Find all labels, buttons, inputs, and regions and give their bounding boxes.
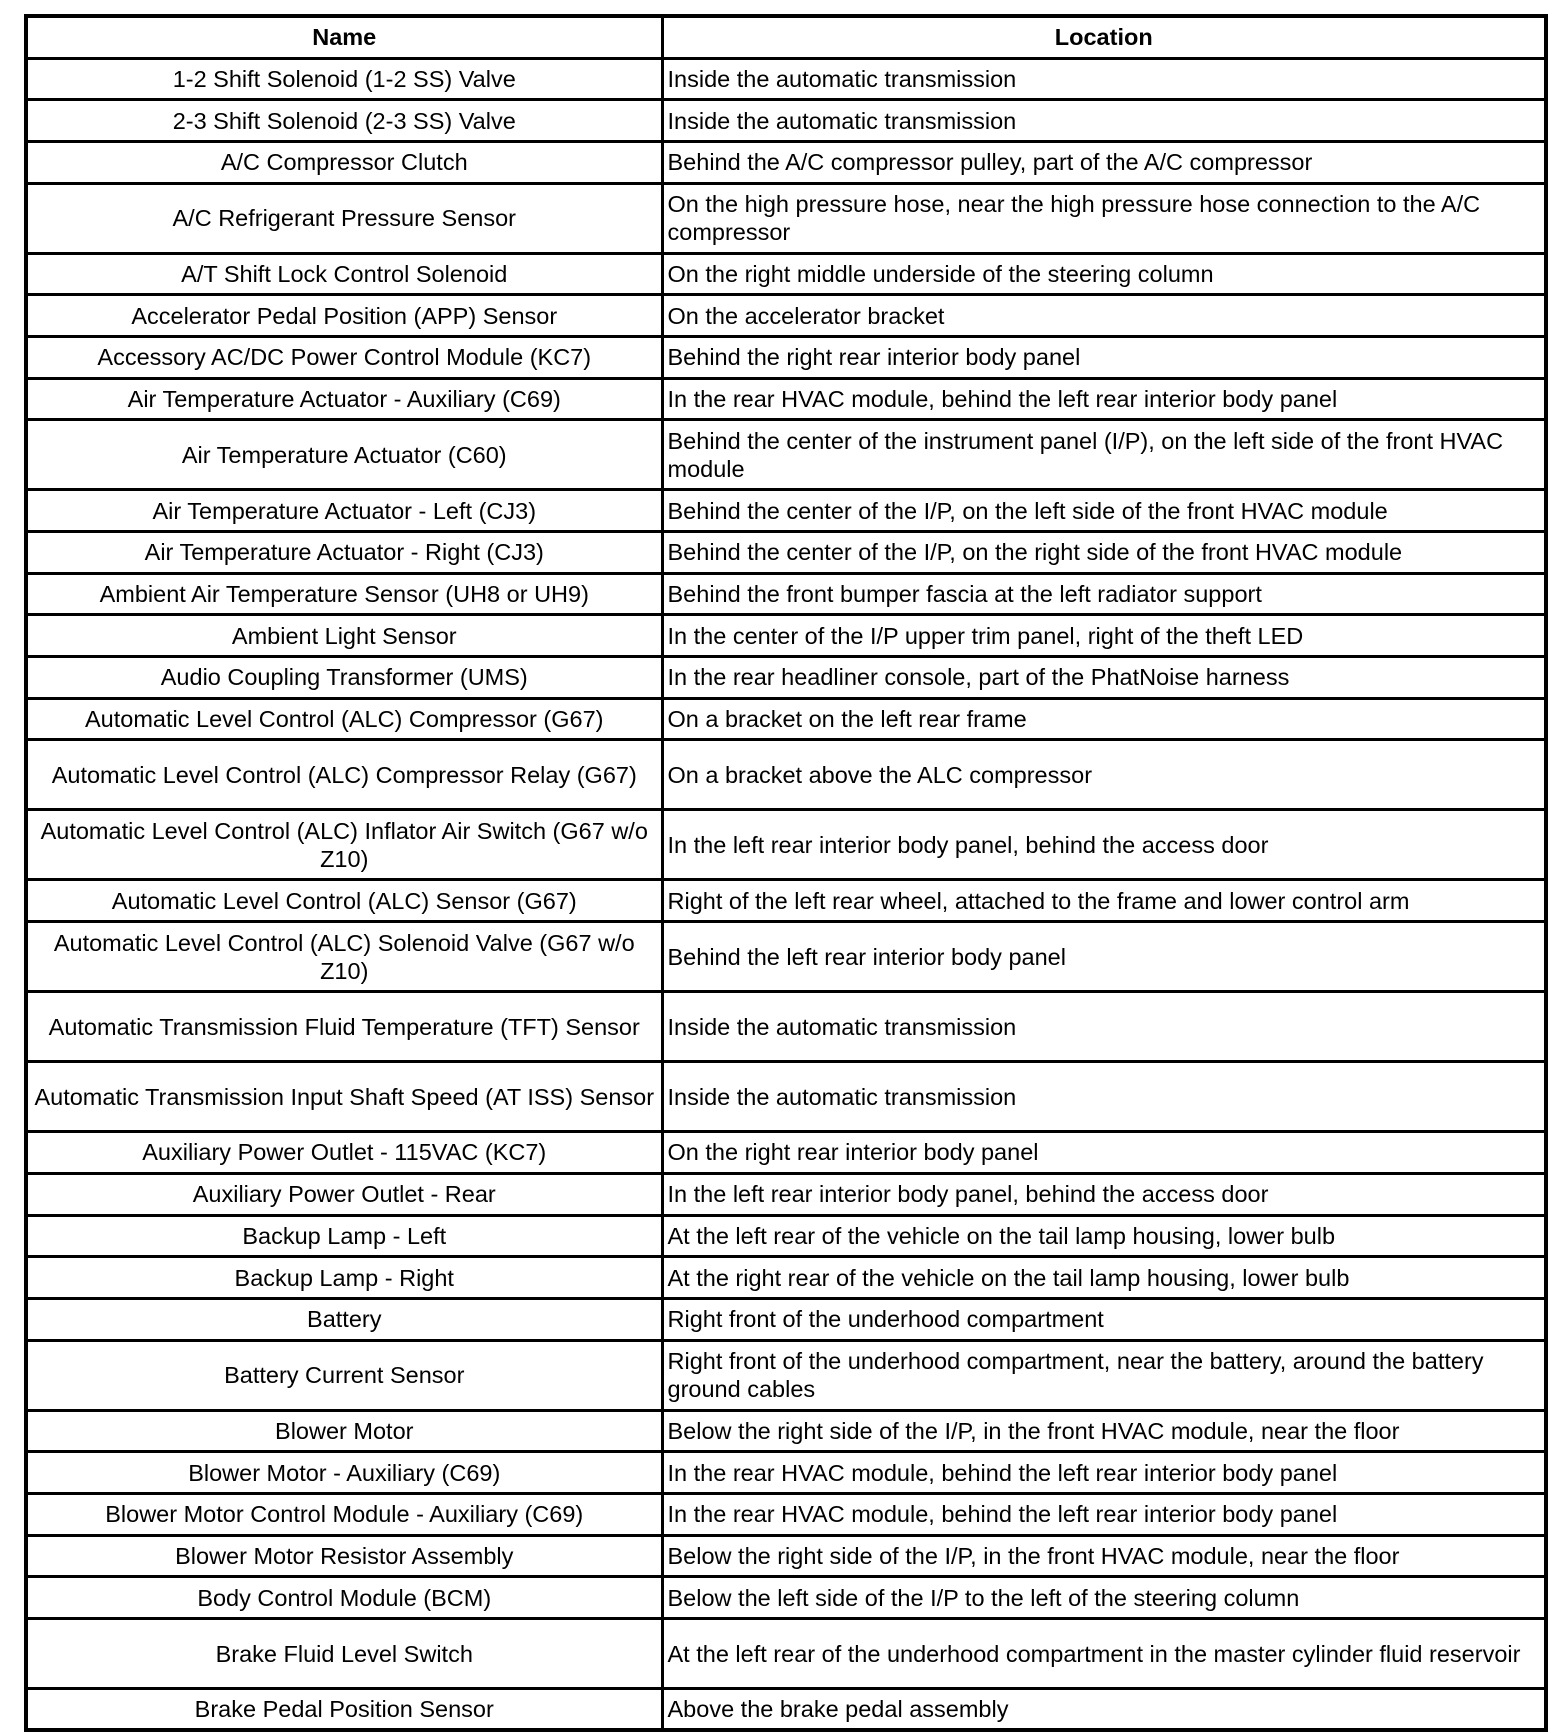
cell-name: Ambient Light Sensor [26, 615, 662, 657]
cell-location: In the left rear interior body panel, behind the access door [662, 810, 1546, 880]
cell-location: At the left rear of the vehicle on the tail lamp housing, lower bulb [662, 1215, 1546, 1257]
cell-location: In the rear HVAC module, behind the left rear interior body panel [662, 1452, 1546, 1494]
cell-name: Air Temperature Actuator - Left (CJ3) [26, 490, 662, 532]
cell-name: Body Control Module (BCM) [26, 1577, 662, 1619]
table-row [26, 295, 1546, 337]
cell-name: 1-2 Shift Solenoid (1-2 SS) Valve [26, 58, 662, 100]
table-row [26, 1535, 1546, 1577]
cell-location: In the rear headliner console, part of the PhatNoise harness [662, 657, 1546, 699]
cell-location: Inside the automatic transmission [662, 1062, 1546, 1132]
table-row [26, 1215, 1546, 1257]
cell-name: Automatic Level Control (ALC) Compressor Relay (G67) [26, 740, 662, 810]
cell-name: Automatic Transmission Input Shaft Speed (AT ISS) Sensor [26, 1062, 662, 1132]
table-row [26, 58, 1546, 100]
table-row [26, 490, 1546, 532]
table-row [26, 1340, 1546, 1410]
cell-location: Inside the automatic transmission [662, 992, 1546, 1062]
cell-location: Below the right side of the I/P, in the front HVAC module, near the floor [662, 1535, 1546, 1577]
cell-location: Right front of the underhood compartment [662, 1298, 1546, 1340]
table-row [26, 810, 1546, 880]
table-row [26, 1298, 1546, 1340]
cell-name: Automatic Level Control (ALC) Solenoid Valve (G67 w/o Z10) [26, 922, 662, 992]
cell-location: On the right rear interior body panel [662, 1132, 1546, 1174]
cell-location: In the left rear interior body panel, behind the access door [662, 1173, 1546, 1215]
table-row [26, 1410, 1546, 1452]
cell-location: On a bracket on the left rear frame [662, 698, 1546, 740]
table-row [26, 922, 1546, 992]
cell-location: Behind the right rear interior body panel [662, 336, 1546, 378]
table-row [26, 1173, 1546, 1215]
cell-location: Right front of the underhood compartment, near the battery, around the battery ground cables [662, 1340, 1546, 1410]
cell-name: Blower Motor - Auxiliary (C69) [26, 1452, 662, 1494]
table-row [26, 1493, 1546, 1535]
cell-name: Ambient Air Temperature Sensor (UH8 or UH9) [26, 573, 662, 615]
table-row [26, 100, 1546, 142]
cell-name: Automatic Level Control (ALC) Compressor (G67) [26, 698, 662, 740]
column-header-name: Name [26, 16, 662, 58]
cell-name: Auxiliary Power Outlet - Rear [26, 1173, 662, 1215]
table-row [26, 740, 1546, 810]
table-row [26, 1452, 1546, 1494]
cell-location: On the right middle underside of the steering column [662, 253, 1546, 295]
table-row [26, 1132, 1546, 1174]
table-row [26, 1577, 1546, 1619]
cell-location: Behind the center of the instrument panel (I/P), on the left side of the front HVAC module [662, 420, 1546, 490]
cell-name: Auxiliary Power Outlet - 115VAC (KC7) [26, 1132, 662, 1174]
cell-location: Behind the center of the I/P, on the right side of the front HVAC module [662, 532, 1546, 574]
cell-name: Air Temperature Actuator (C60) [26, 420, 662, 490]
cell-name: Brake Pedal Position Sensor [26, 1689, 662, 1731]
table-row [26, 532, 1546, 574]
cell-name: Automatic Level Control (ALC) Inflator Air Switch (G67 w/o Z10) [26, 810, 662, 880]
cell-location: Behind the front bumper fascia at the left radiator support [662, 573, 1546, 615]
cell-name: Blower Motor Resistor Assembly [26, 1535, 662, 1577]
cell-location: Right of the left rear wheel, attached to the frame and lower control arm [662, 880, 1546, 922]
table-row [26, 253, 1546, 295]
cell-location: Behind the left rear interior body panel [662, 922, 1546, 992]
cell-name: Battery Current Sensor [26, 1340, 662, 1410]
table-row [26, 1619, 1546, 1689]
cell-name: Air Temperature Actuator - Auxiliary (C69) [26, 378, 662, 420]
table-row [26, 1062, 1546, 1132]
table-row [26, 378, 1546, 420]
cell-location: Inside the automatic transmission [662, 58, 1546, 100]
cell-location: Behind the center of the I/P, on the left side of the front HVAC module [662, 490, 1546, 532]
cell-location: On the high pressure hose, near the high pressure hose connection to the A/C compressor [662, 183, 1546, 253]
table-row [26, 992, 1546, 1062]
cell-location: In the rear HVAC module, behind the left rear interior body panel [662, 378, 1546, 420]
cell-location: In the center of the I/P upper trim panel, right of the theft LED [662, 615, 1546, 657]
table-row [26, 657, 1546, 699]
cell-location: In the rear HVAC module, behind the left rear interior body panel [662, 1493, 1546, 1535]
table-row [26, 1689, 1546, 1731]
component-location-table [24, 14, 1548, 1732]
cell-name: Blower Motor [26, 1410, 662, 1452]
table-row [26, 698, 1546, 740]
cell-name: Backup Lamp - Right [26, 1257, 662, 1299]
cell-location: Above the brake pedal assembly [662, 1689, 1546, 1731]
cell-name: Automatic Transmission Fluid Temperature (TFT) Sensor [26, 992, 662, 1062]
cell-name: 2-3 Shift Solenoid (2-3 SS) Valve [26, 100, 662, 142]
table-body [26, 58, 1546, 1730]
cell-location: Behind the A/C compressor pulley, part of the A/C compressor [662, 141, 1546, 183]
cell-name: Accelerator Pedal Position (APP) Sensor [26, 295, 662, 337]
table-row [26, 615, 1546, 657]
table-row [26, 880, 1546, 922]
cell-name: Battery [26, 1298, 662, 1340]
table-row [26, 420, 1546, 490]
cell-name: A/T Shift Lock Control Solenoid [26, 253, 662, 295]
cell-name: A/C Refrigerant Pressure Sensor [26, 183, 662, 253]
table-header [26, 16, 1546, 58]
table-row [26, 336, 1546, 378]
cell-name: Audio Coupling Transformer (UMS) [26, 657, 662, 699]
cell-name: A/C Compressor Clutch [26, 141, 662, 183]
cell-location: Below the right side of the I/P, in the front HVAC module, near the floor [662, 1410, 1546, 1452]
cell-name: Automatic Level Control (ALC) Sensor (G67) [26, 880, 662, 922]
cell-location: On the accelerator bracket [662, 295, 1546, 337]
cell-location: Inside the automatic transmission [662, 100, 1546, 142]
cell-name: Accessory AC/DC Power Control Module (KC7) [26, 336, 662, 378]
cell-name: Backup Lamp - Left [26, 1215, 662, 1257]
cell-location: Below the left side of the I/P to the left of the steering column [662, 1577, 1546, 1619]
column-header-location: Location [662, 16, 1546, 58]
cell-name: Brake Fluid Level Switch [26, 1619, 662, 1689]
header-row [26, 16, 1546, 58]
table-row [26, 183, 1546, 253]
table-row [26, 1257, 1546, 1299]
cell-name: Blower Motor Control Module - Auxiliary (C69) [26, 1493, 662, 1535]
cell-location: On a bracket above the ALC compressor [662, 740, 1546, 810]
cell-name: Air Temperature Actuator - Right (CJ3) [26, 532, 662, 574]
cell-location: At the right rear of the vehicle on the tail lamp housing, lower bulb [662, 1257, 1546, 1299]
table-row [26, 141, 1546, 183]
cell-location: At the left rear of the underhood compartment in the master cylinder fluid reservoir [662, 1619, 1546, 1689]
table-row [26, 573, 1546, 615]
